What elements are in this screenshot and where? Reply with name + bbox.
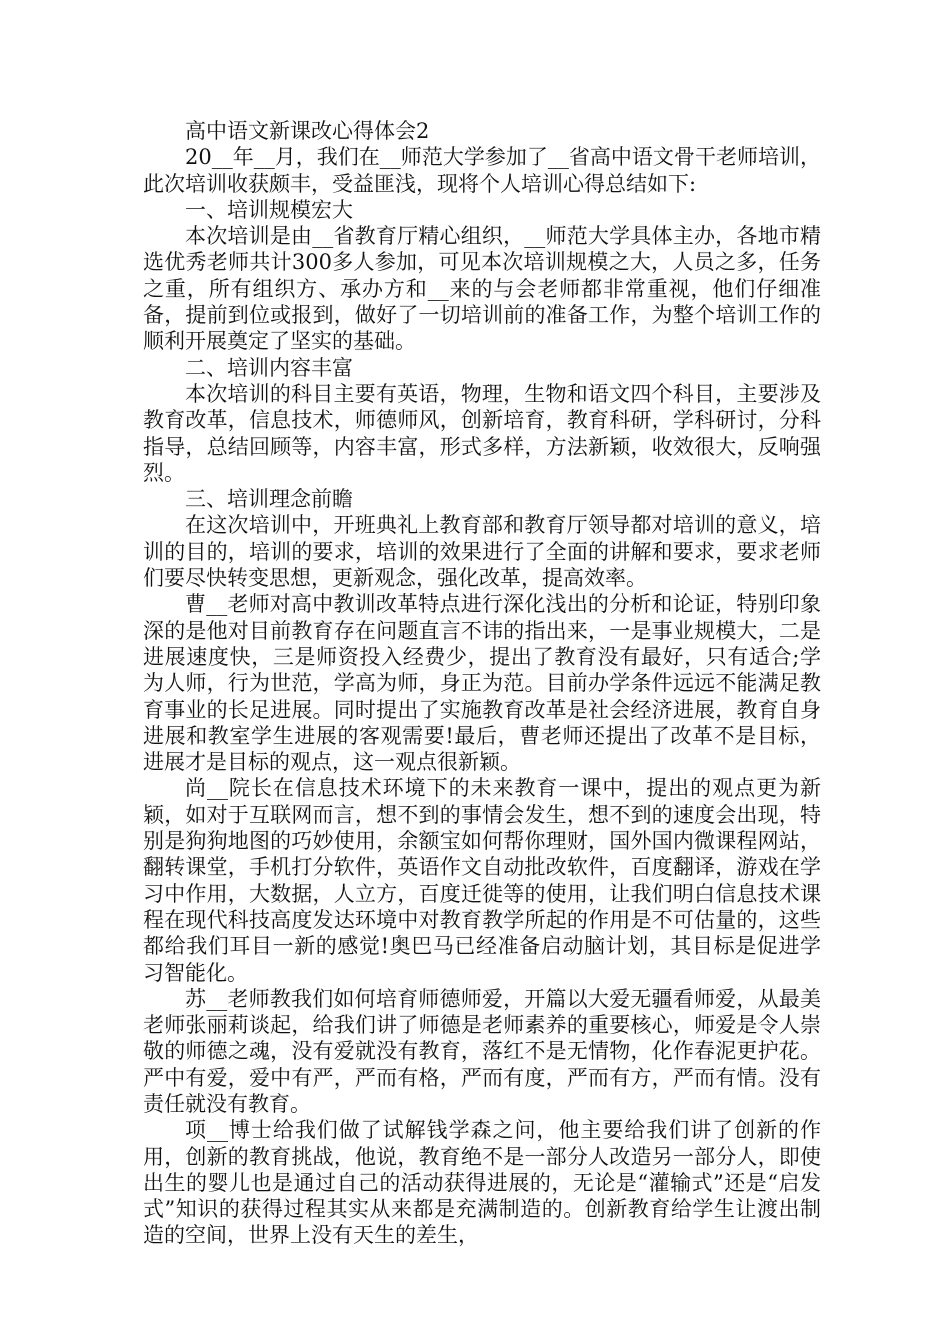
document-title: 高中语文新课改心得体会2 <box>185 119 430 143</box>
paragraph-opening: 在这次培训中，开班典礼上教育部和教育厅领导都对培训的意义，培训的目的，培训的要求，培训的效果进行了全面的讲解和要求，要求老师们要尽快转变思想，更新观念，强化改革，提高效率。 <box>143 513 821 591</box>
paragraph-teacher-su: 苏__老师教我们如何培育师德师爱，开篇以大爱无疆看师爱，从最美老师张丽莉谈起，给我们讲了师德是老师素养的重要核心，师爱是令人崇敬的师德之魂，没有爱就没有教育，落红不是无情物，化作春泥更护花。严中有爱，爱中有严，严而有格，严而有度，严而有方，严而有情。没有责任就没有教育。 <box>143 986 821 1116</box>
section-heading-concept: 三、培训理念前瞻 <box>185 487 353 512</box>
paragraph-scale: 本次培训是由__省教育厅精心组织，__师范大学具体主办，各地市精选优秀老师共计300多人参加，可见本次培训规模之大，人员之多，任务之重，所有组织方、承办方和__来的与会老师都非常重视，他们仔细准备，提前到位或报到，做好了一切培训前的准备工作，为整个培训工作的顺利开展奠定了坚实的基础。 <box>143 224 821 354</box>
paragraph-doctor-xiang: 项__博士给我们做了试解钱学森之问，他主要给我们讲了创新的作用，创新的教育挑战，他说，教育绝不是一部分人改造另一部分人，即使出生的婴儿也是通过自己的活动获得进展的，无论是“灌输式”还是“启发式”知识的获得过程其实从来都是充满制造的。创新教育给学生让渡出制造的空间，世界上没有天生的差生， <box>143 1118 821 1248</box>
paragraph-dean-shang: 尚__院长在信息技术环境下的未来教育一课中，提出的观点更为新颖，如对于互联网而言，想不到的事情会发生，想不到的速度会出现，特别是狗狗地图的巧妙使用，余额宝如何帮你理财，国外国内微课程网站，翻转课堂，手机打分软件，英语作文自动批改软件，百度翻译，游戏在学习中作用，大数据，人立方，百度迁徙等的使用，让我们明白信息技术课程在现代科技高度发达环境中对教育教学所起的作用是不可估量的，这些都给我们耳目一新的感觉!奥巴马已经准备启动脑计划，其目标是促进学习智能化。 <box>143 776 821 985</box>
section-heading-scale: 一、培训规模宏大 <box>185 197 353 222</box>
document-body <box>143 118 821 1249</box>
section-heading-content: 二、培训内容丰富 <box>185 355 353 380</box>
intro-paragraph: 20__年__月，我们在__师范大学参加了__省高中语文骨干老师培训，此次培训收获颇丰，受益匪浅，现将个人培训心得总结如下: <box>143 145 821 196</box>
paragraph-teacher-cao: 曹__老师对高中教训改革特点进行深化浅出的分析和论证，特别印象深的是他对目前教育存在问题直言不讳的指出来，一是事业规模大，二是进展速度快，三是师资投入经费少，提出了教育没有最好，只有适合;学为人师，行为世范，学高为师，身正为范。目前办学条件远远不能满足教育事业的长足进展。同时提出了实施教育改革是社会经济进展，教育自身进展和教室学生进展的客观需要!最后，曹老师还提出了改革不是目标，进展才是目标的观点，这一观点很新颖。 <box>143 592 821 775</box>
paragraph-content: 本次培训的科目主要有英语，物理，生物和语文四个科目，主要涉及教育改革，信息技术，师德师风，创新培育，教育科研，学科研讨，分科指导，总结回顾等，内容丰富，形式多样，方法新颖，收效很大，反响强烈。 <box>143 381 821 485</box>
